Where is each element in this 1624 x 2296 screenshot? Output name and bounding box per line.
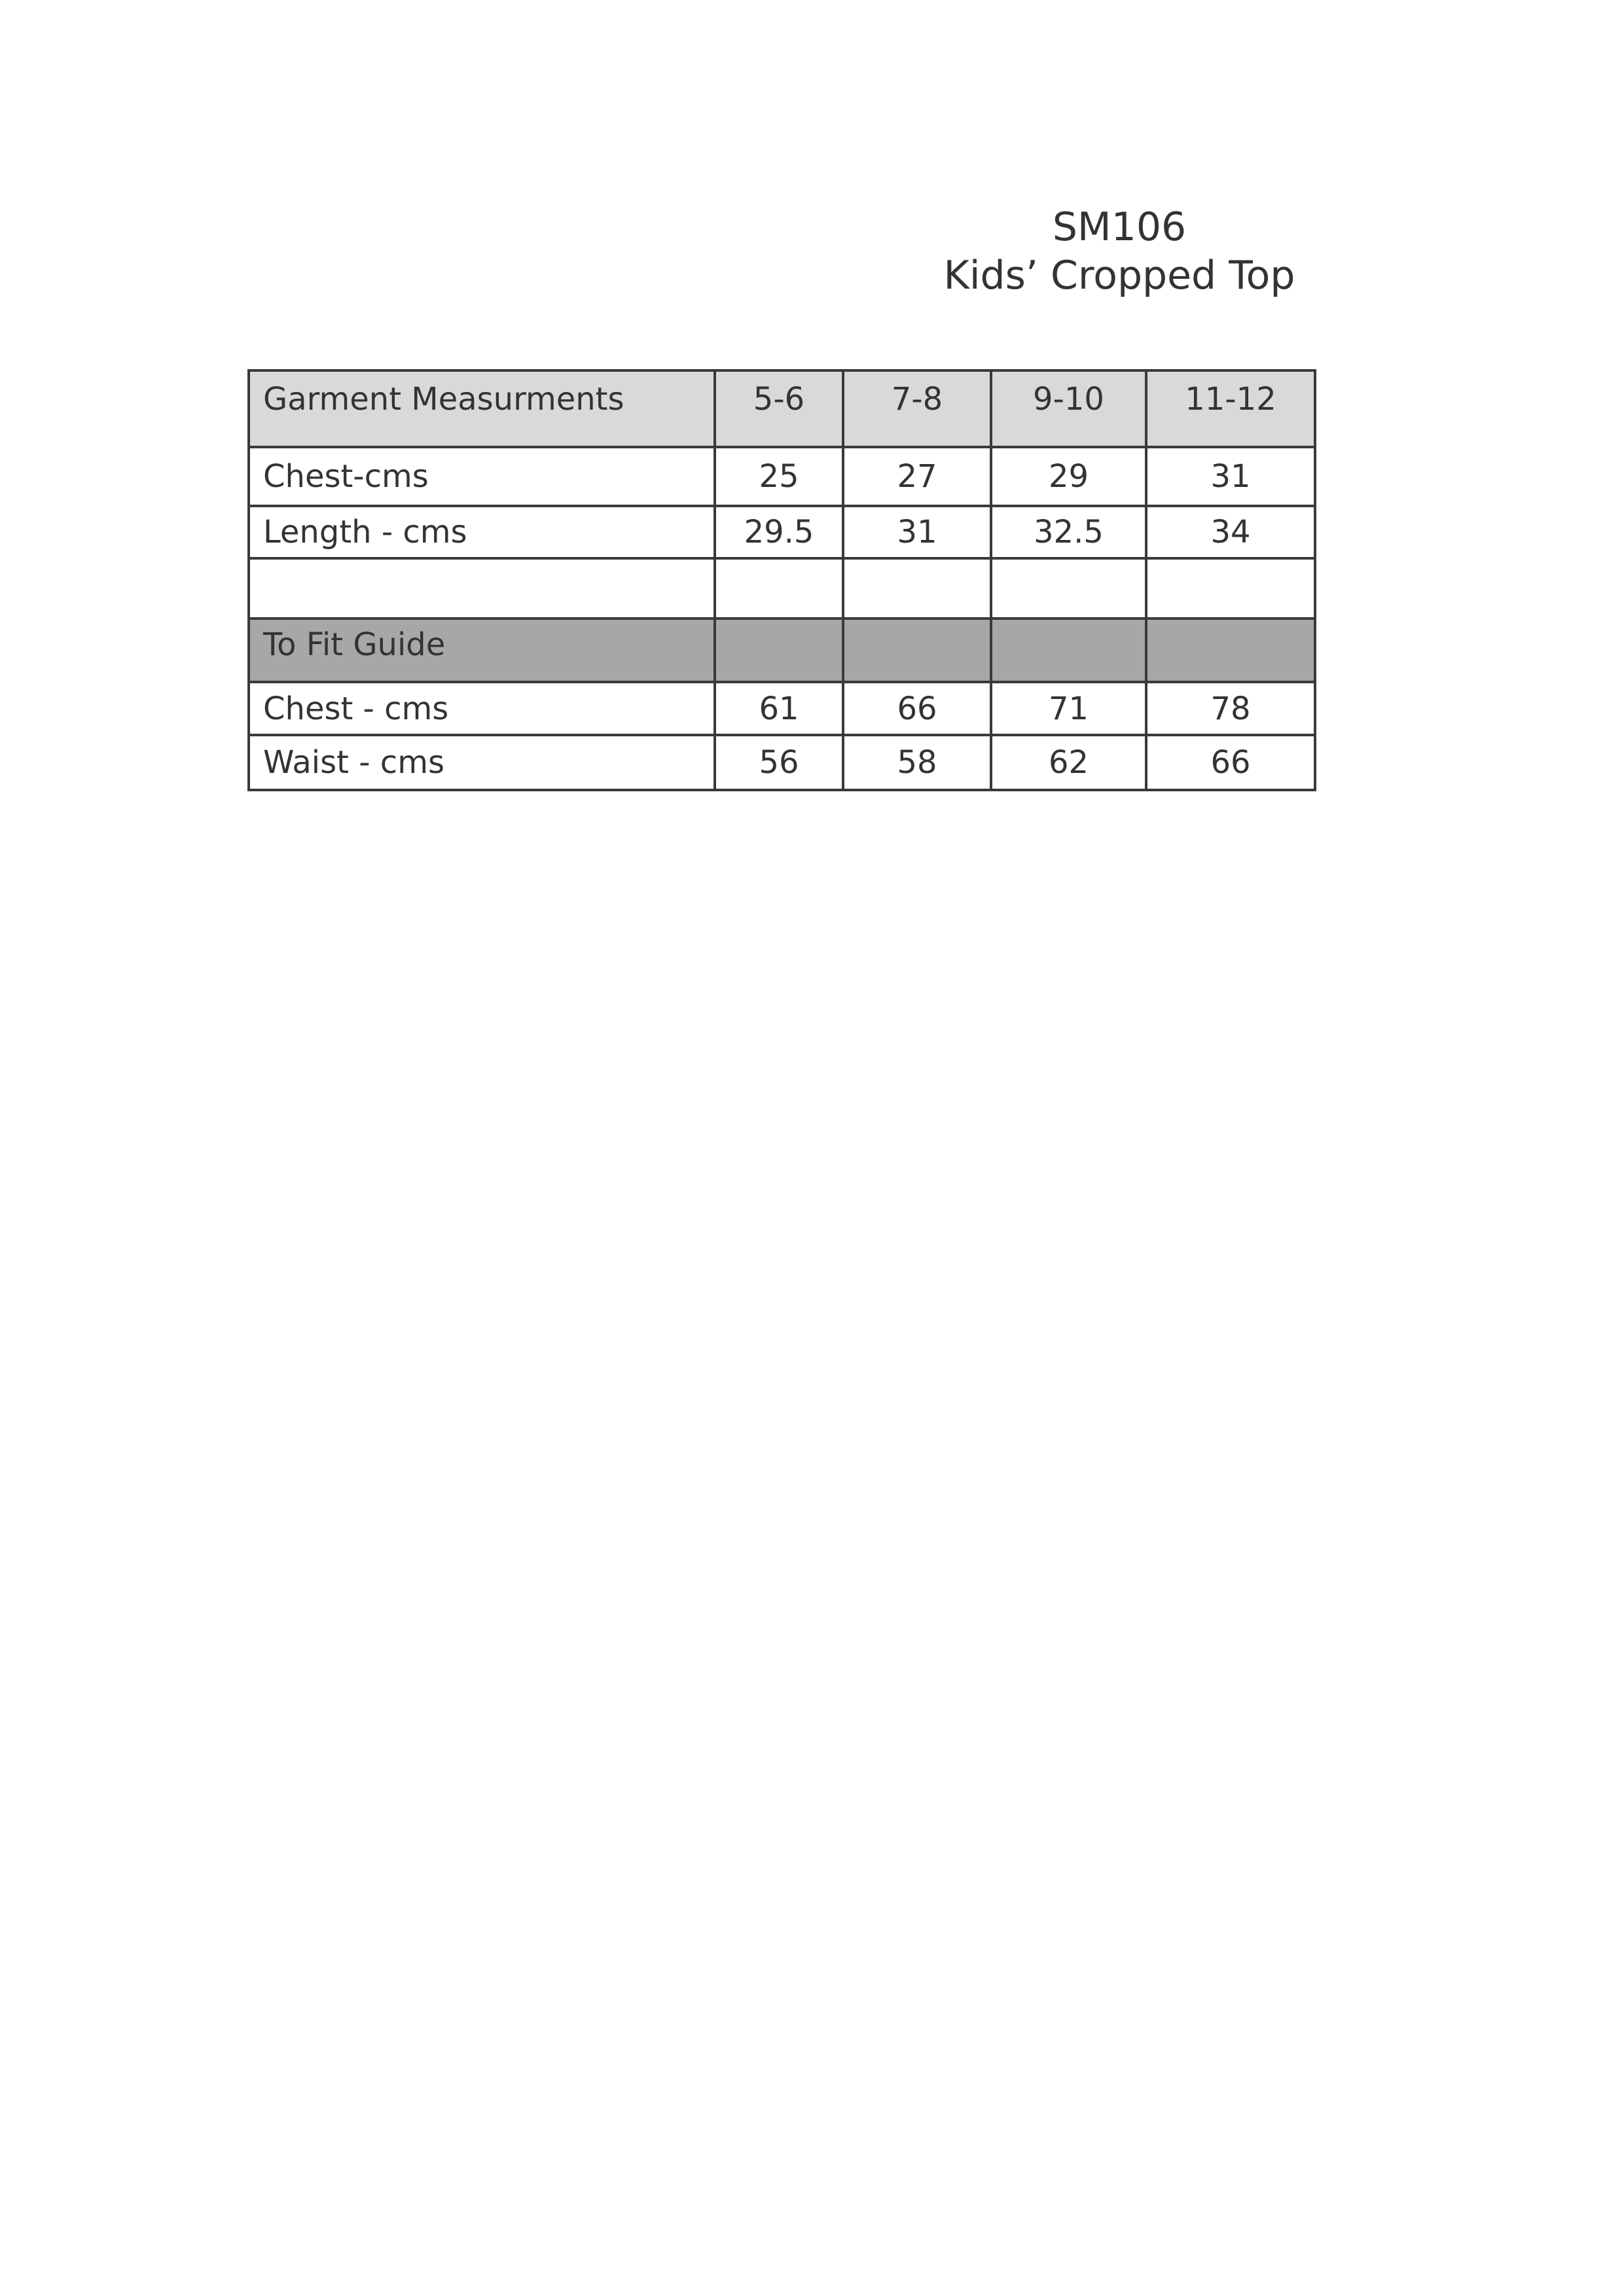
table-cell: 31: [1146, 447, 1315, 506]
table-cell: 34: [1146, 506, 1315, 558]
table-row: [249, 735, 1315, 790]
row-label: Chest - cms: [249, 682, 715, 735]
empty-cell: [991, 558, 1146, 619]
size-header: 5-6: [715, 370, 843, 447]
table-cell: 58: [843, 735, 991, 790]
empty-cell: [843, 619, 991, 682]
table-cell: 78: [1146, 682, 1315, 735]
empty-cell: [1146, 558, 1315, 619]
empty-cell: [1146, 619, 1315, 682]
table-cell: 61: [715, 682, 843, 735]
fit-guide-section-row: [249, 619, 1315, 682]
blank-row: [249, 558, 1315, 619]
table-cell: 25: [715, 447, 843, 506]
document-title: [851, 203, 1388, 300]
table-cell: 29: [991, 447, 1146, 506]
table-cell: 29.5: [715, 506, 843, 558]
garment-measurements-header: Garment Measurments: [249, 370, 715, 447]
table-row: [249, 447, 1315, 506]
table-cell: 66: [843, 682, 991, 735]
table-cell: 27: [843, 447, 991, 506]
table-cell: 71: [991, 682, 1146, 735]
row-label: Chest-cms: [249, 447, 715, 506]
table-cell: 62: [991, 735, 1146, 790]
empty-cell: [249, 558, 715, 619]
table-cell: 32.5: [991, 506, 1146, 558]
product-code: SM106: [1052, 204, 1187, 250]
empty-cell: [715, 619, 843, 682]
table-header-row: [249, 370, 1315, 447]
size-header: 9-10: [991, 370, 1146, 447]
size-header: 7-8: [843, 370, 991, 447]
empty-cell: [843, 558, 991, 619]
empty-cell: [715, 558, 843, 619]
product-name: Kids’ Cropped Top: [943, 253, 1295, 298]
table-row: [249, 682, 1315, 735]
row-label: Length - cms: [249, 506, 715, 558]
size-chart-table: [247, 369, 1316, 791]
table-cell: 31: [843, 506, 991, 558]
row-label: Waist - cms: [249, 735, 715, 790]
table-row: [249, 506, 1315, 558]
table-cell: 66: [1146, 735, 1315, 790]
table-cell: 56: [715, 735, 843, 790]
empty-cell: [991, 619, 1146, 682]
fit-guide-header: To Fit Guide: [249, 619, 715, 682]
size-header: 11-12: [1146, 370, 1315, 447]
